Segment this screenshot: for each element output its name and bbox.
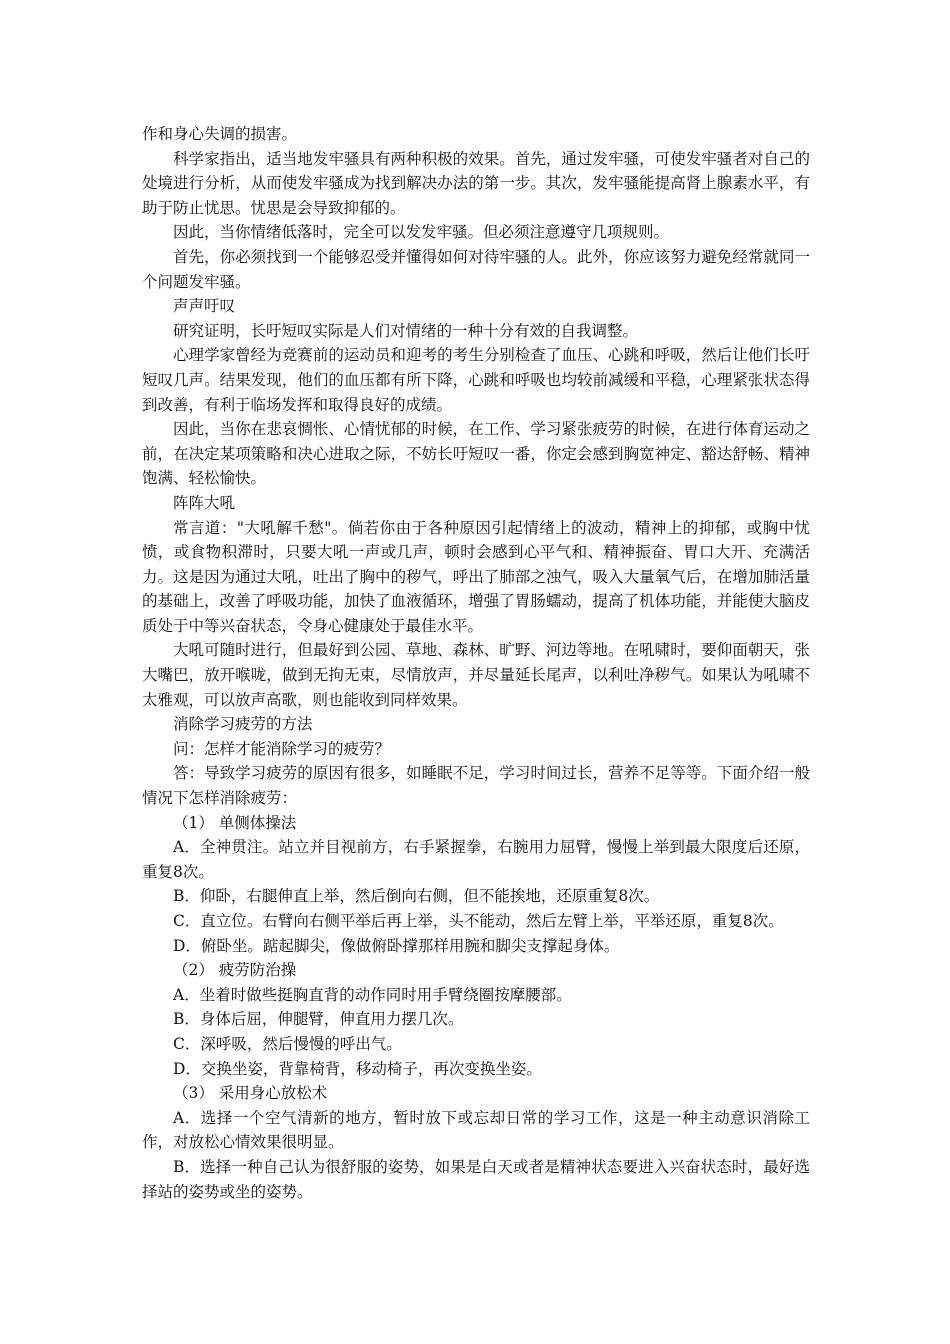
answer: 答：导致学习疲劳的原因有很多，如睡眠不足，学习时间过长，营养不足等等。下面介绍一般情况下怎样消除疲劳： [142,764,810,808]
question: 问：怎样才能消除学习的疲劳？ [173,739,391,758]
list-item: C．深呼吸，然后慢慢的呼出气。 [173,1034,402,1053]
paragraph: 因此，当你在悲哀惆怅、心情忧郁的时候，在工作、学习紧张疲劳的时候，在进行体育运动之前，在决定某项策略和决心进取之际，不妨长吁短叹一番，你定会感到胸宽神定、豁达舒畅、精神饱满、轻松愉快。 [142,420,810,488]
paragraph: 大吼可随时进行，但最好到公园、草地、森林、旷野、河边等地。在吼啸时，要仰面朝天，张大嘴巴，放开喉咙，做到无拘无束，尽情放声，并尽量延长尾声，以利吐净秽气。如果认为吼啸不太雅观，可以放声高歌，则也能收到同样效果。 [142,641,810,709]
paragraph-continuation: 作和身心失调的损害。 [142,125,298,143]
list-item: C．直立位。右臂向右侧平举后再上举，头不能动，然后左臂上举，平举还原，重复8次。 [173,912,784,930]
paragraph: 常言道："大吼解千愁"。倘若你由于各种原因引起情绪上的波动，精神上的抑郁，或胸中忧愤，或食物积滞时，只要大吼一声或几声，顿时会感到心平气和、精神振奋、胃口大开、充满活力。这是因为通过大吼，吐出了胸中的秽气，呼出了肺部之浊气，吸入大量氧气后，在增加肺活量的基础上，改善了呼吸功能，加快了血液循环，增强了胃肠蠕动，提高了机体功能，并能使大脑皮质处于中等兴奋状态，令身心健康处于最佳水平。 [142,518,810,635]
list-item: B．身体后屈，伸腿臂，伸直用力摆几次。 [173,1010,464,1029]
subsection-heading: （3） 采用身心放松术 [173,1084,328,1103]
section-heading: 声声吁叹 [173,297,236,316]
list-item: A．全神贯注。站立并目视前方，右手紧握拳，右腕用力屈臂，慢慢上举到最大限度后还原，重复8次。 [142,838,810,881]
list-item: A．坐着时做些挺胸直背的动作同时用手臂绕圈按摩腰部。 [173,985,572,1004]
document-page [142,122,810,1204]
list-item: A．选择一个空气清新的地方，暂时放下或忘却日常的学习工作，这是一种主动意识消除工作，对放松心情效果很明显。 [142,1108,810,1152]
list-item: D．俯卧坐。踮起脚尖，像做俯卧撑那样用腕和脚尖支撑起身体。 [173,936,620,955]
list-item: B．选择一种自己认为很舒服的姿势，如果是白天或者是精神状态要进入兴奋状态时，最好选择站的姿势或坐的姿势。 [142,1157,810,1201]
subsection-heading: （2） 疲劳防治操 [173,961,297,980]
paragraph: 科学家指出，适当地发牢骚具有两种积极的效果。首先，通过发牢骚，可使发牢骚者对自己的处境进行分析，从而使发牢骚成为找到解决办法的第一步。其次，发牢骚能提高肾上腺素水平，有助于防止忧思。忧思是会导致抑郁的。 [142,149,810,217]
section-heading: 阵阵大吼 [173,493,236,512]
paragraph: 心理学家曾经为竞赛前的运动员和迎考的考生分别检查了血压、心跳和呼吸，然后让他们长吁短叹几声。结果发现，他们的血压都有所下降，心跳和呼吸也均较前减缓和平稳，心理紧张状态得到改善，有利于临场发挥和取得良好的成绩。 [142,346,810,414]
list-item: B．仰卧，右腿伸直上举，然后倒向右侧，但不能挨地，还原重复8次。 [173,887,660,906]
paragraph: 因此，当你情绪低落时，完全可以发发牢骚。但必须注意遵守几项规则。 [173,223,670,242]
subsection-heading: （1） 单侧体操法 [173,813,297,832]
section-heading: 消除学习疲劳的方法 [173,715,313,734]
paragraph: 研究证明，长吁短叹实际是人们对情绪的一种十分有效的自我调整。 [173,321,639,340]
list-item: D．交换坐姿，背靠椅背，移动椅子，再次变换坐姿。 [173,1059,542,1078]
paragraph: 首先，你必须找到一个能够忍受并懂得如何对待牢骚的人。此外，你应该努力避免经常就同一个问题发牢骚。 [142,247,810,291]
